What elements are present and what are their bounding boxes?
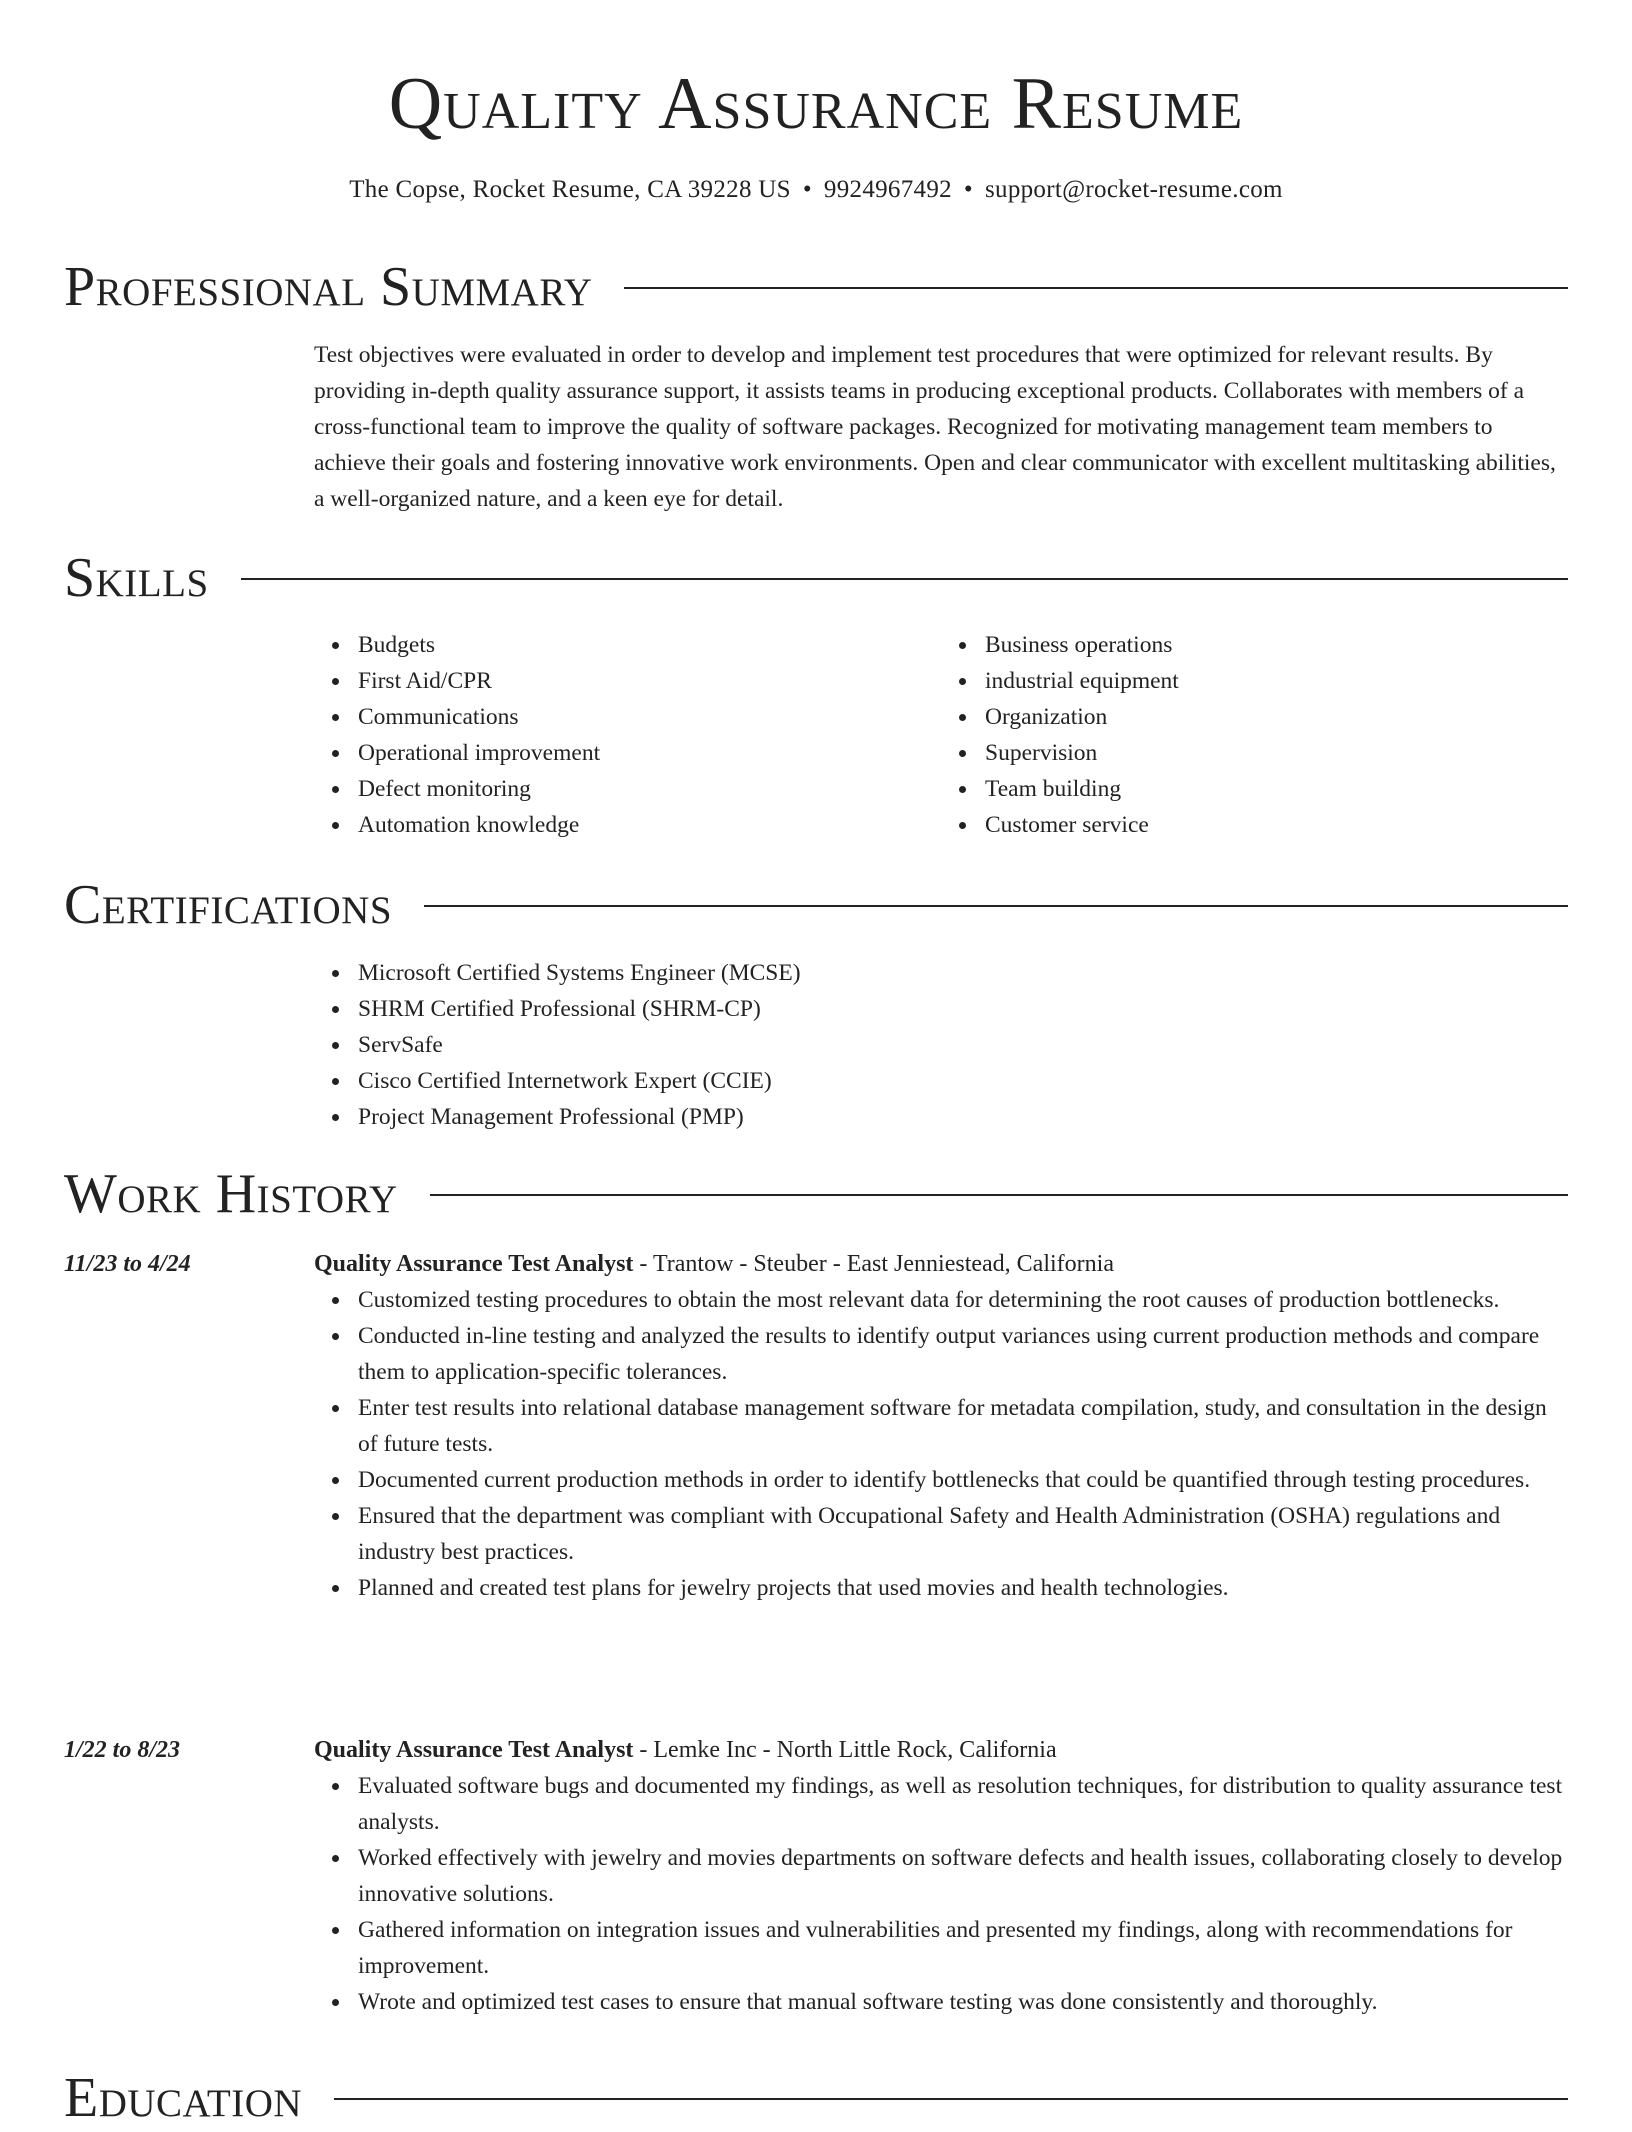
certification-item: Cisco Certified Internetwork Expert (CCIE) [358,1063,1568,1099]
summary-block [314,337,1568,517]
section-divider [430,1194,1568,1196]
job-role: Quality Assurance Test Analyst [314,1251,634,1277]
job-bullet: Planned and created test plans for jewelry projects that used movies and health technologies. [358,1570,1568,1606]
skill-item: industrial equipment [985,663,1568,699]
job-dates: 1/22 to 8/23 [64,1737,181,1763]
skill-item: Communications [358,699,941,735]
job-entry [314,1246,1568,1606]
work-history-section-header [64,1160,1568,1228]
contact-separator: • [963,176,973,203]
certifications-list [314,955,1568,1135]
summary-text: Test objectives were evaluated in order to develop and implement test procedures that were optimized for relevant results. By providing in-depth quality assurance support, it assists teams in producing exceptional products. Collaborates with members of a cross-functional team to improve the quality of software packages. Recognized for motivating management team members to achieve their goals and fostering innovative work environments. Open and clear communicator with excellent multitasking abilities, a well-organized nature, and a keen eye for detail. [314,342,1556,512]
job-bullet: Enter test results into relational database management software for metadata compilation, study, and consultation in the design of future tests. [358,1390,1568,1462]
certification-item: SHRM Certified Professional (SHRM-CP) [358,991,1568,1027]
section-divider [624,287,1568,289]
section-divider [424,905,1568,907]
skill-item: Defect monitoring [358,771,941,807]
skill-item: Automation knowledge [358,807,941,843]
job-details: - Trantow - Steuber - East Jenniestead, California [633,1251,1114,1277]
education-section-header [64,2064,1568,2132]
certifications-section-header [64,871,1568,939]
job-title-line [314,1732,1568,1768]
work-history-heading: Work History [64,1163,398,1225]
job-bullet: Wrote and optimized test cases to ensure that manual software testing was done consistently and thoroughly. [358,1984,1568,2020]
contact-phone: 9924967492 [823,176,952,203]
section-divider [334,2098,1568,2100]
certification-item: Microsoft Certified Systems Engineer (MCSE) [358,955,1568,991]
job-details: - Lemke Inc - North Little Rock, California [633,1737,1057,1763]
skill-item: First Aid/CPR [358,663,941,699]
section-divider [241,578,1568,580]
skill-item: Business operations [985,627,1568,663]
skills-heading: Skills [64,547,209,609]
contact-email[interactable]: support@rocket-resume.com [984,176,1283,203]
job-bullets [314,1282,1568,1606]
job-entry [314,1732,1568,2020]
certifications-heading: Certifications [64,874,393,936]
job-bullet: Worked effectively with jewelry and movies departments on software defects and health issues, collaborating closely to develop innovative solutions. [358,1840,1568,1912]
skills-right-column [941,627,1568,843]
resume-title: Quality Assurance Resume [388,63,1244,145]
skill-item: Operational improvement [358,735,941,771]
certifications-block [314,955,1568,1135]
job-bullet: Evaluated software bugs and documented my findings, as well as resolution techniques, for distribution to quality assurance test analysts. [358,1768,1568,1840]
job-bullets [314,1768,1568,2020]
job-dates: 11/23 to 4/24 [64,1251,191,1277]
certification-item: ServSafe [358,1027,1568,1063]
skill-item: Organization [985,699,1568,735]
contact-address: The Copse, Rocket Resume, CA 39228 US [349,176,791,203]
skill-item: Supervision [985,735,1568,771]
contact-line [0,172,1632,208]
skills-left-column [314,627,941,843]
summary-heading: Professional Summary [64,256,593,318]
job-role: Quality Assurance Test Analyst [314,1737,634,1763]
skill-item: Budgets [358,627,941,663]
skills-section-header [64,544,1568,612]
summary-section-header [64,253,1568,321]
job-bullet: Customized testing procedures to obtain the most relevant data for determining the root causes of production bottlenecks. [358,1282,1568,1318]
skill-item: Customer service [985,807,1568,843]
certification-item: Project Management Professional (PMP) [358,1099,1568,1135]
education-heading: Education [64,2067,303,2129]
skill-item: Team building [985,771,1568,807]
contact-separator: • [802,176,812,203]
job-bullet: Documented current production methods in order to identify bottlenecks that could be quantified through testing procedures. [358,1462,1568,1498]
skills-block [314,627,1568,843]
job-bullet: Gathered information on integration issues and vulnerabilities and presented my findings, along with recommendations for improvement. [358,1912,1568,1984]
job-bullet: Ensured that the department was compliant with Occupational Safety and Health Administration (OSHA) regulations and industry best practices. [358,1498,1568,1570]
job-title-line [314,1246,1568,1282]
job-bullet: Conducted in-line testing and analyzed the results to identify output variances using current production methods and compare them to application-specific tolerances. [358,1318,1568,1390]
